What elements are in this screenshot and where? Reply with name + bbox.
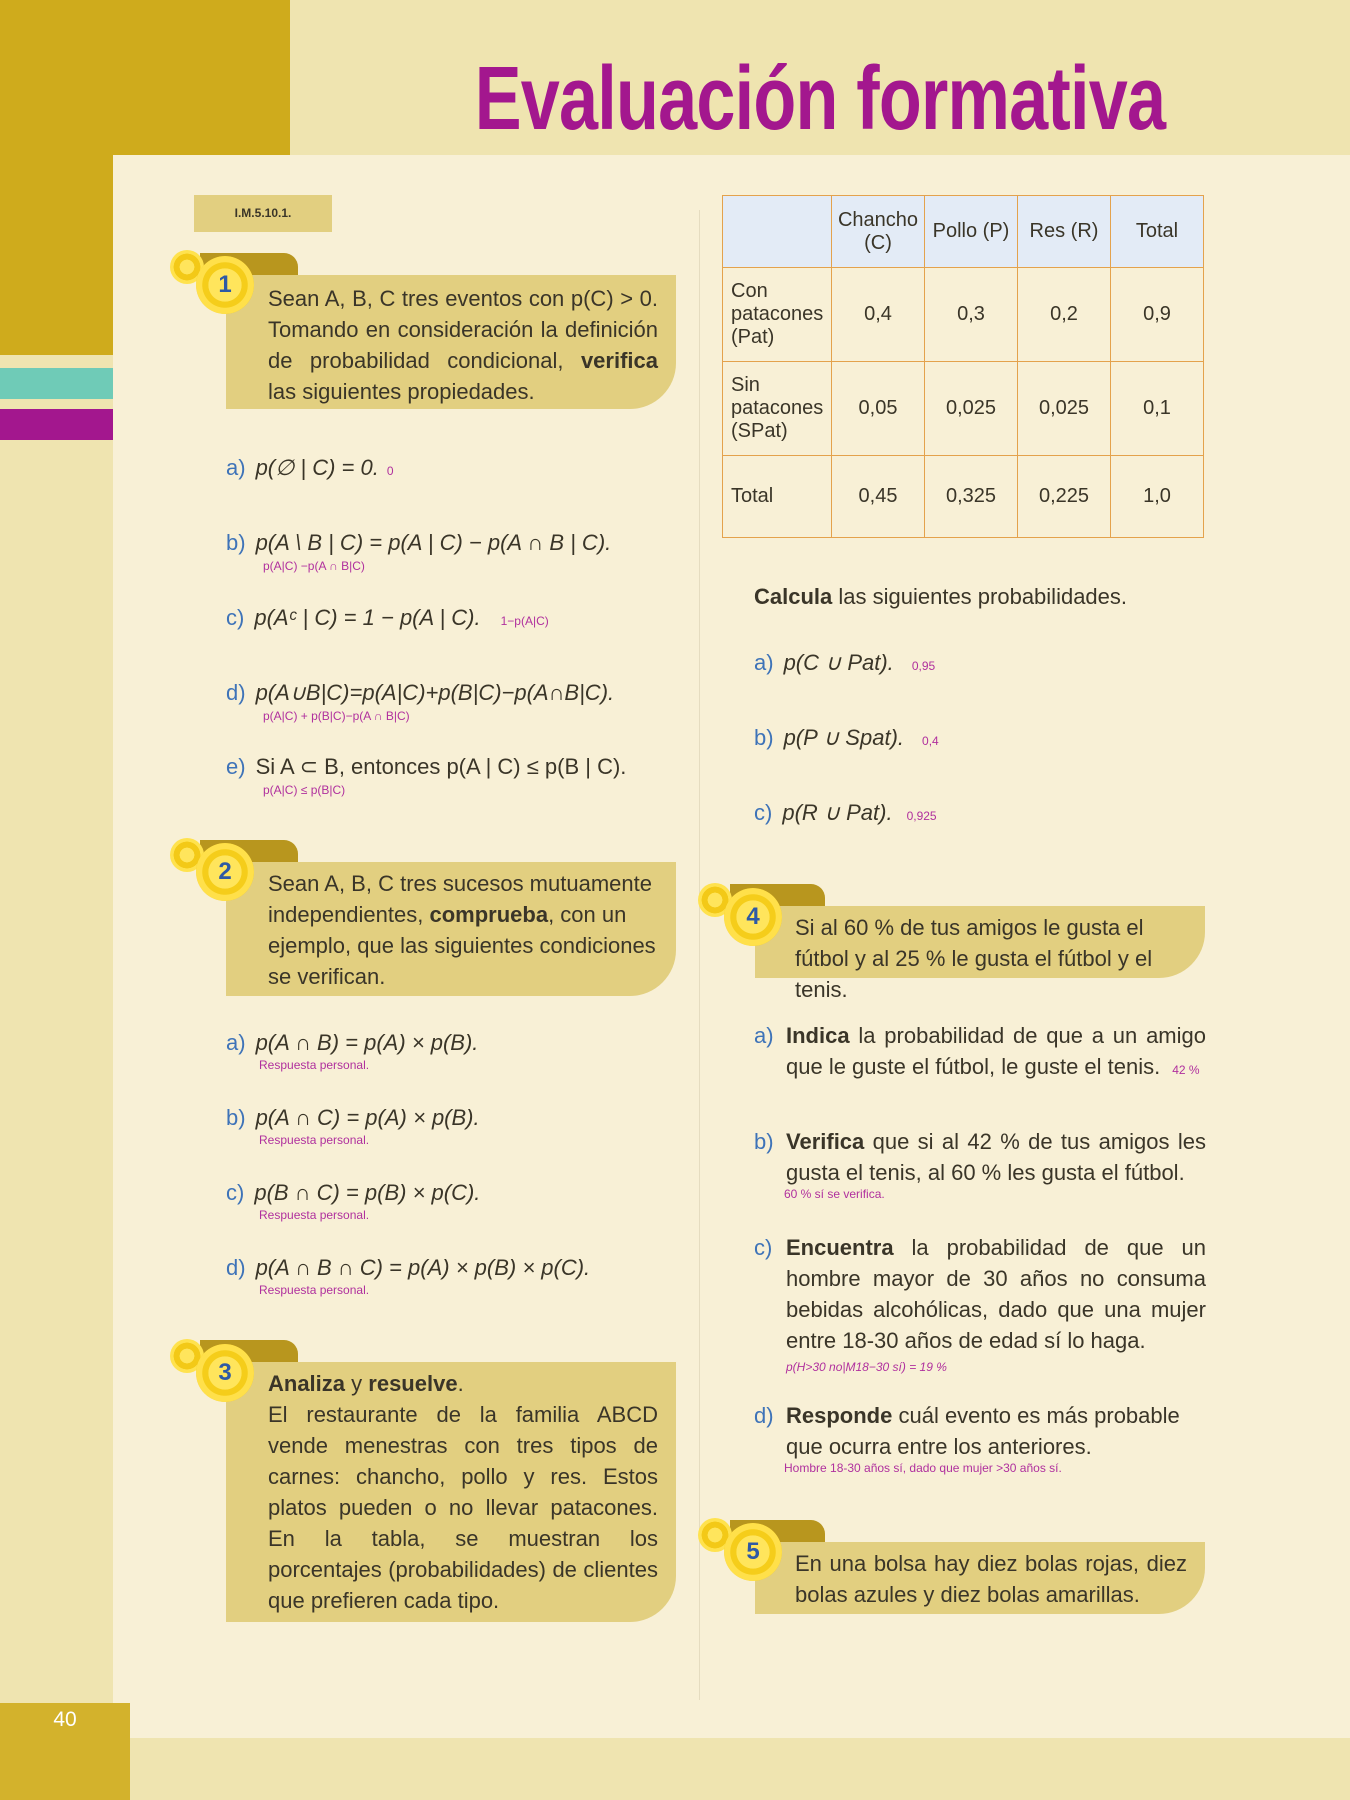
list-item: a) p(C ∪ Pat). 0,95 bbox=[754, 650, 936, 675]
answer-text: Respuesta personal. bbox=[259, 1208, 370, 1222]
exercise-number-badge: 4 bbox=[724, 888, 782, 946]
calc-instruction: Calcula las siguientes probabilidades. bbox=[754, 584, 1128, 609]
exercise-4-box bbox=[755, 906, 1205, 1002]
table-header-row bbox=[723, 196, 1204, 268]
table-cell: 0,225 bbox=[1018, 456, 1111, 538]
magenta-stripe bbox=[0, 409, 113, 440]
table-header-cell: Pollo (P) bbox=[925, 196, 1018, 268]
list-item: a) Indica la probabilidad de que a un amigo que le guste el fútbol, le guste el tenis. 42 % bbox=[754, 1023, 1206, 1079]
list-item: b) p(P ∪ Spat). 0,4 bbox=[754, 725, 939, 750]
list-item: c) p(Aᶜ | C) = 1 − p(A | C). 1−p(A|C) bbox=[226, 605, 549, 630]
exercise-number-badge: 3 bbox=[196, 1344, 254, 1402]
table-header-cell: Total bbox=[1111, 196, 1204, 268]
exercise-4-statement: Si al 60 % de tus amigos le gusta el fútbol y al 25 % le gusta el fútbol y el tenis. bbox=[795, 915, 1153, 1002]
teal-stripe bbox=[0, 368, 113, 399]
table-row bbox=[723, 456, 1204, 538]
exercise-1-box bbox=[226, 275, 676, 409]
answer-text: Respuesta personal. bbox=[259, 1283, 370, 1297]
row-label: Total bbox=[723, 456, 832, 538]
page-number: 40 bbox=[53, 1708, 77, 1731]
list-item: b) p(A \ B | C) = p(A | C) − p(A ∩ B | C). bbox=[226, 530, 612, 555]
table-row bbox=[723, 362, 1204, 456]
list-item: d) Responde cuál evento es más probable que ocurra entre los anteriores. bbox=[754, 1403, 1180, 1459]
exercise-number-badge: 2 bbox=[196, 843, 254, 901]
answer-text: p(A|C) + p(B|C)−p(A ∩ B|C) bbox=[263, 709, 410, 723]
exercise-2-box bbox=[226, 862, 676, 996]
table-header-cell: Chancho (C) bbox=[832, 196, 925, 268]
list-item: b) p(A ∩ C) = p(A) × p(B). bbox=[226, 1105, 480, 1130]
table-cell: 0,025 bbox=[1018, 362, 1111, 456]
answer-text: Respuesta personal. bbox=[259, 1058, 370, 1072]
list-item: d) p(A∪B|C)=p(A|C)+p(B|C)−p(A∩B|C). bbox=[226, 680, 615, 705]
exercise-number-badge: 1 bbox=[196, 256, 254, 314]
table-cell: 0,9 bbox=[1111, 268, 1204, 362]
table-cell: 0,45 bbox=[832, 456, 925, 538]
column-divider bbox=[699, 210, 700, 1700]
page-title: Evaluación formativa bbox=[474, 49, 1166, 149]
list-item: b) Verifica que si al 42 % de tus amigos les gusta el tenis, al 60 % les gusta el fútbol. bbox=[754, 1129, 1206, 1185]
list-item: c) p(R ∪ Pat). 0,925 bbox=[754, 800, 937, 825]
exercise-3-statement: Analiza y resuelve. El restaurante de la familia ABCD vende menestras con tres tipos de carnes: chancho, pollo y res. Estos platos pueden o no llevar patacones. En la tabla, se muestran los porcentajes (probabilidades) de clientes que prefieren cada tipo. bbox=[268, 1371, 658, 1613]
table-cell: 0,3 bbox=[925, 268, 1018, 362]
table-header-cell: Res (R) bbox=[1018, 196, 1111, 268]
table-cell: 0,325 bbox=[925, 456, 1018, 538]
table-header-cell bbox=[723, 196, 832, 268]
table-cell: 0,05 bbox=[832, 362, 925, 456]
exercise-1-statement: Sean A, B, C tres eventos con p(C) > 0. Tomando en consideración la definición de probabilidad condicional, verifica las siguientes propiedades. bbox=[268, 286, 658, 404]
table-row bbox=[723, 268, 1204, 362]
exercise-2-statement: Sean A, B, C tres sucesos mutuamente independientes, comprueba, con un ejemplo, que las siguientes condiciones se verifican. bbox=[268, 871, 656, 989]
table-cell: 1,0 bbox=[1111, 456, 1204, 538]
answer-text: Respuesta personal. bbox=[259, 1133, 370, 1147]
answer-text: p(A|C) ≤ p(B|C) bbox=[263, 783, 346, 797]
answer-text: p(H>30 no|M18−30 sí) = 19 % bbox=[786, 1360, 947, 1374]
table-cell: 0,025 bbox=[925, 362, 1018, 456]
skill-code-badge: I.M.5.10.1. bbox=[194, 195, 332, 232]
exercise-3-box bbox=[226, 1362, 676, 1622]
exercise-number-badge: 5 bbox=[724, 1523, 782, 1581]
exercise-5-statement: En una bolsa hay diez bolas rojas, diez bolas azules y diez bolas amarillas. bbox=[795, 1551, 1187, 1607]
exercise-5-box bbox=[755, 1542, 1205, 1614]
table-cell: 0,1 bbox=[1111, 362, 1204, 456]
list-item: a) p(A ∩ B) = p(A) × p(B). bbox=[226, 1030, 479, 1055]
row-label: Con patacones (Pat) bbox=[723, 268, 832, 362]
answer-text: Hombre 18-30 años sí, dado que mujer >30 años sí. bbox=[784, 1461, 1062, 1475]
table-cell: 0,4 bbox=[832, 268, 925, 362]
answer-text: 60 % sí se verifica. bbox=[784, 1187, 885, 1201]
list-item: a) p(∅ | C) = 0. 0 bbox=[226, 455, 394, 480]
list-item: c) Encuentra la probabilidad de que un hombre mayor de 30 años no consuma bebidas alcohólicas, dado que una mujer entre 18-30 años de edad sí lo haga. bbox=[754, 1235, 1206, 1353]
list-item: c) p(B ∩ C) = p(B) × p(C). bbox=[226, 1180, 481, 1205]
table-cell: 0,2 bbox=[1018, 268, 1111, 362]
answer-text: p(A|C) −p(A ∩ B|C) bbox=[263, 559, 365, 573]
list-item: d) p(A ∩ B ∩ C) = p(A) × p(B) × p(C). bbox=[226, 1255, 591, 1280]
row-label: Sin patacones (SPat) bbox=[723, 362, 832, 456]
list-item: e) Si A ⊂ B, entonces p(A | C) ≤ p(B | C). bbox=[226, 754, 627, 779]
probability-table bbox=[722, 195, 1204, 538]
